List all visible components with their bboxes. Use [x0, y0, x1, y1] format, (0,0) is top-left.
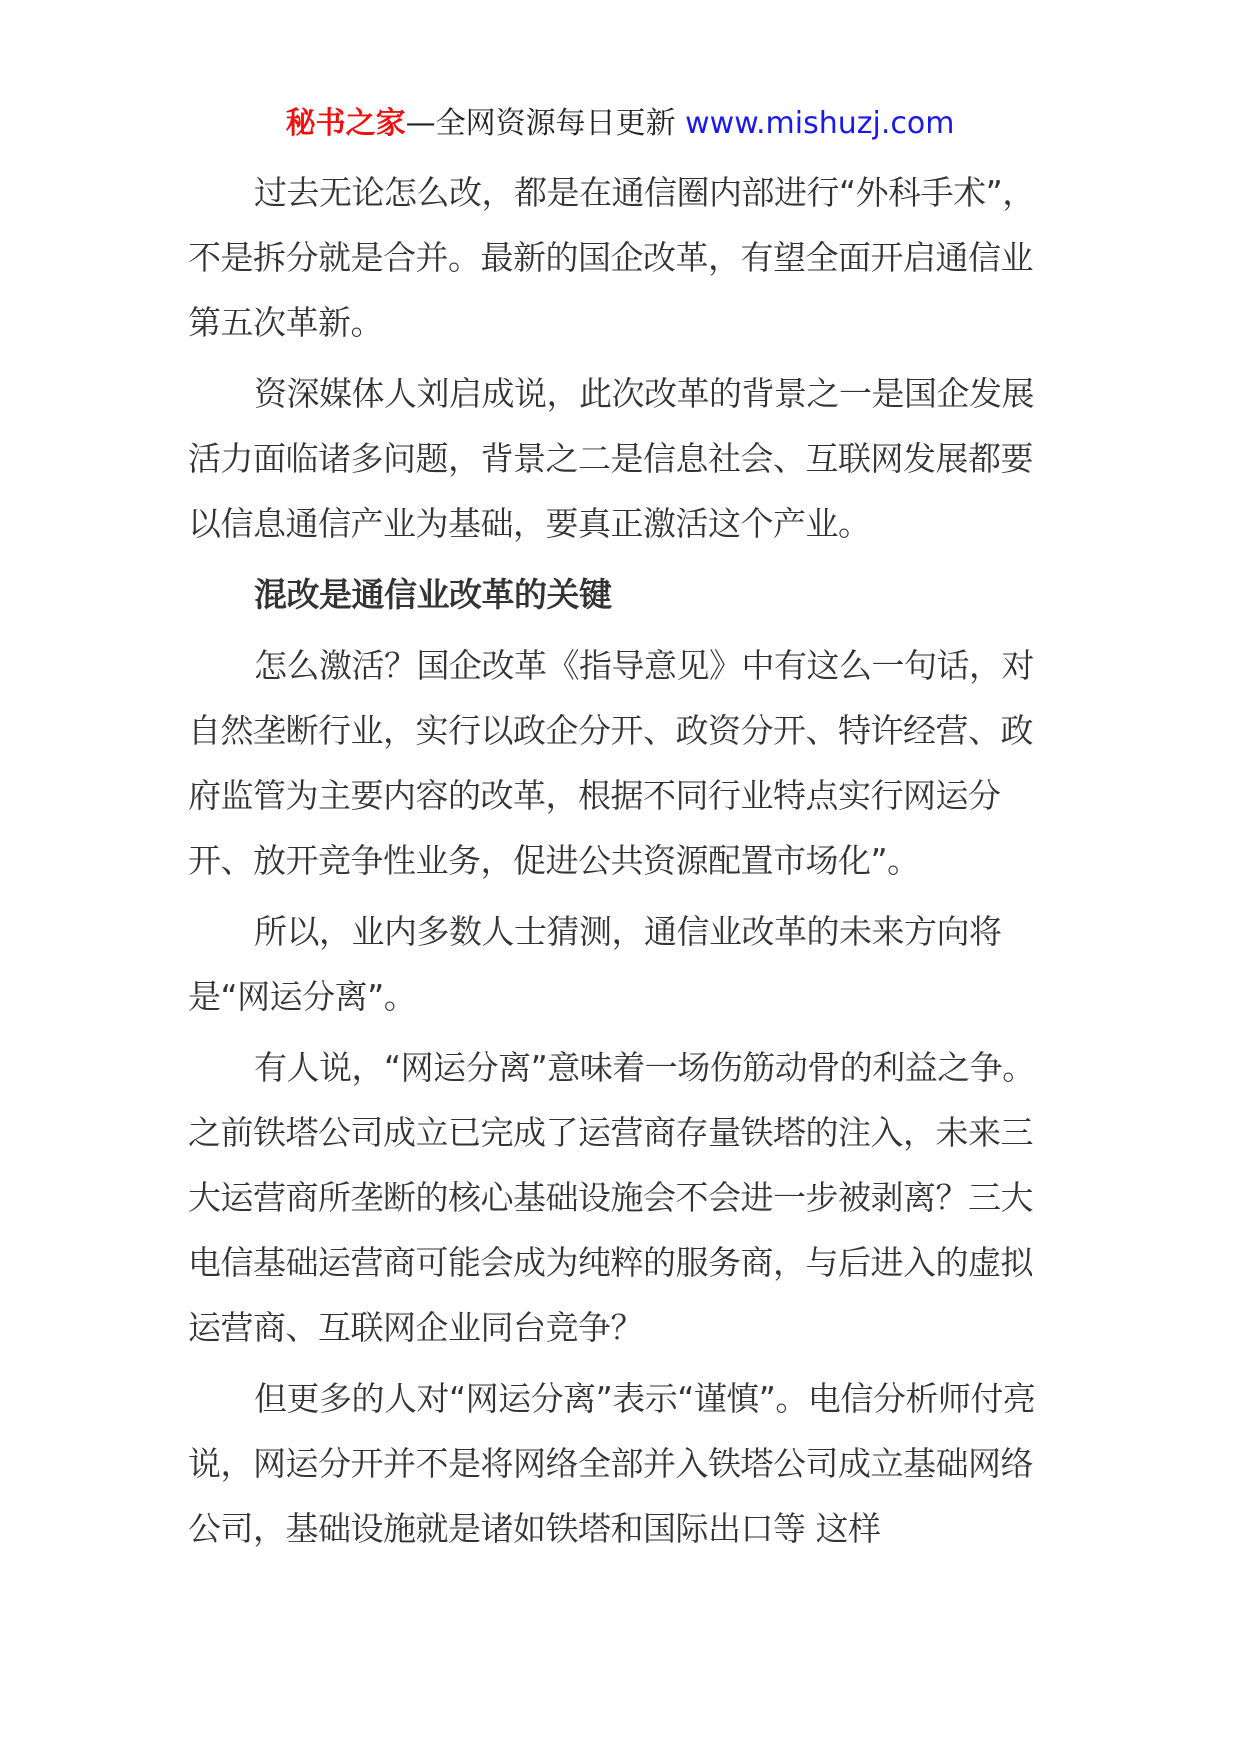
paragraph-1: 过去无论怎么改，都是在通信圈内部进行“外科手术”，不是拆分就是合并。最新的国企改革，有望全面开启通信业第五次革新。 — [188, 173, 1035, 342]
section-heading: 混改是通信业改革的关键 — [254, 575, 612, 614]
paragraph-5: 有人说，“网运分离”意味着一场伤筋动骨的利益之争。之前铁塔公司成立已完成了运营商存量铁塔的注入，未来三大运营商所垄断的核心基础设施会不会进一步被剥离？三大电信基础运营商可能会成为纯粹的服务商，与后进入的虚拟运营商、互联网企业同台竞争？ — [188, 1048, 1035, 1347]
paragraph-2: 资深媒体人刘启成说，此次改革的背景之一是国企发展活力面临诸多问题，背景之二是信息社会、互联网发展都要以信息通信产业为基础，要真正激活这个产业。 — [188, 374, 1034, 543]
site-url[interactable]: www.mishuzj.com — [685, 106, 955, 141]
article-body — [188, 160, 1038, 1561]
paragraph-4: 所以，业内多数人士猜测，通信业改革的未来方向将是“网运分离”。 — [188, 912, 1002, 1016]
header-tagline: —全网资源每日更新 — [405, 106, 676, 141]
brand-name: 秘书之家 — [285, 106, 406, 141]
paragraph-6: 但更多的人对“网运分离”表示“谨慎”。电信分析师付亮说，网运分开并不是将网络全部并入铁塔公司成立基础网络公司，基础设施就是诸如铁塔和国际出口等 这样 — [188, 1379, 1036, 1548]
page-header — [0, 100, 1240, 148]
paragraph-3: 怎么激活？国企改革《指导意见》中有这么一句话，对自然垄断行业，实行以政企分开、政资分开、特许经营、政府监管为主要内容的改革，根据不同行业特点实行网运分开、放开竞争性业务，促进公共资源配置市场化”。 — [188, 646, 1034, 880]
